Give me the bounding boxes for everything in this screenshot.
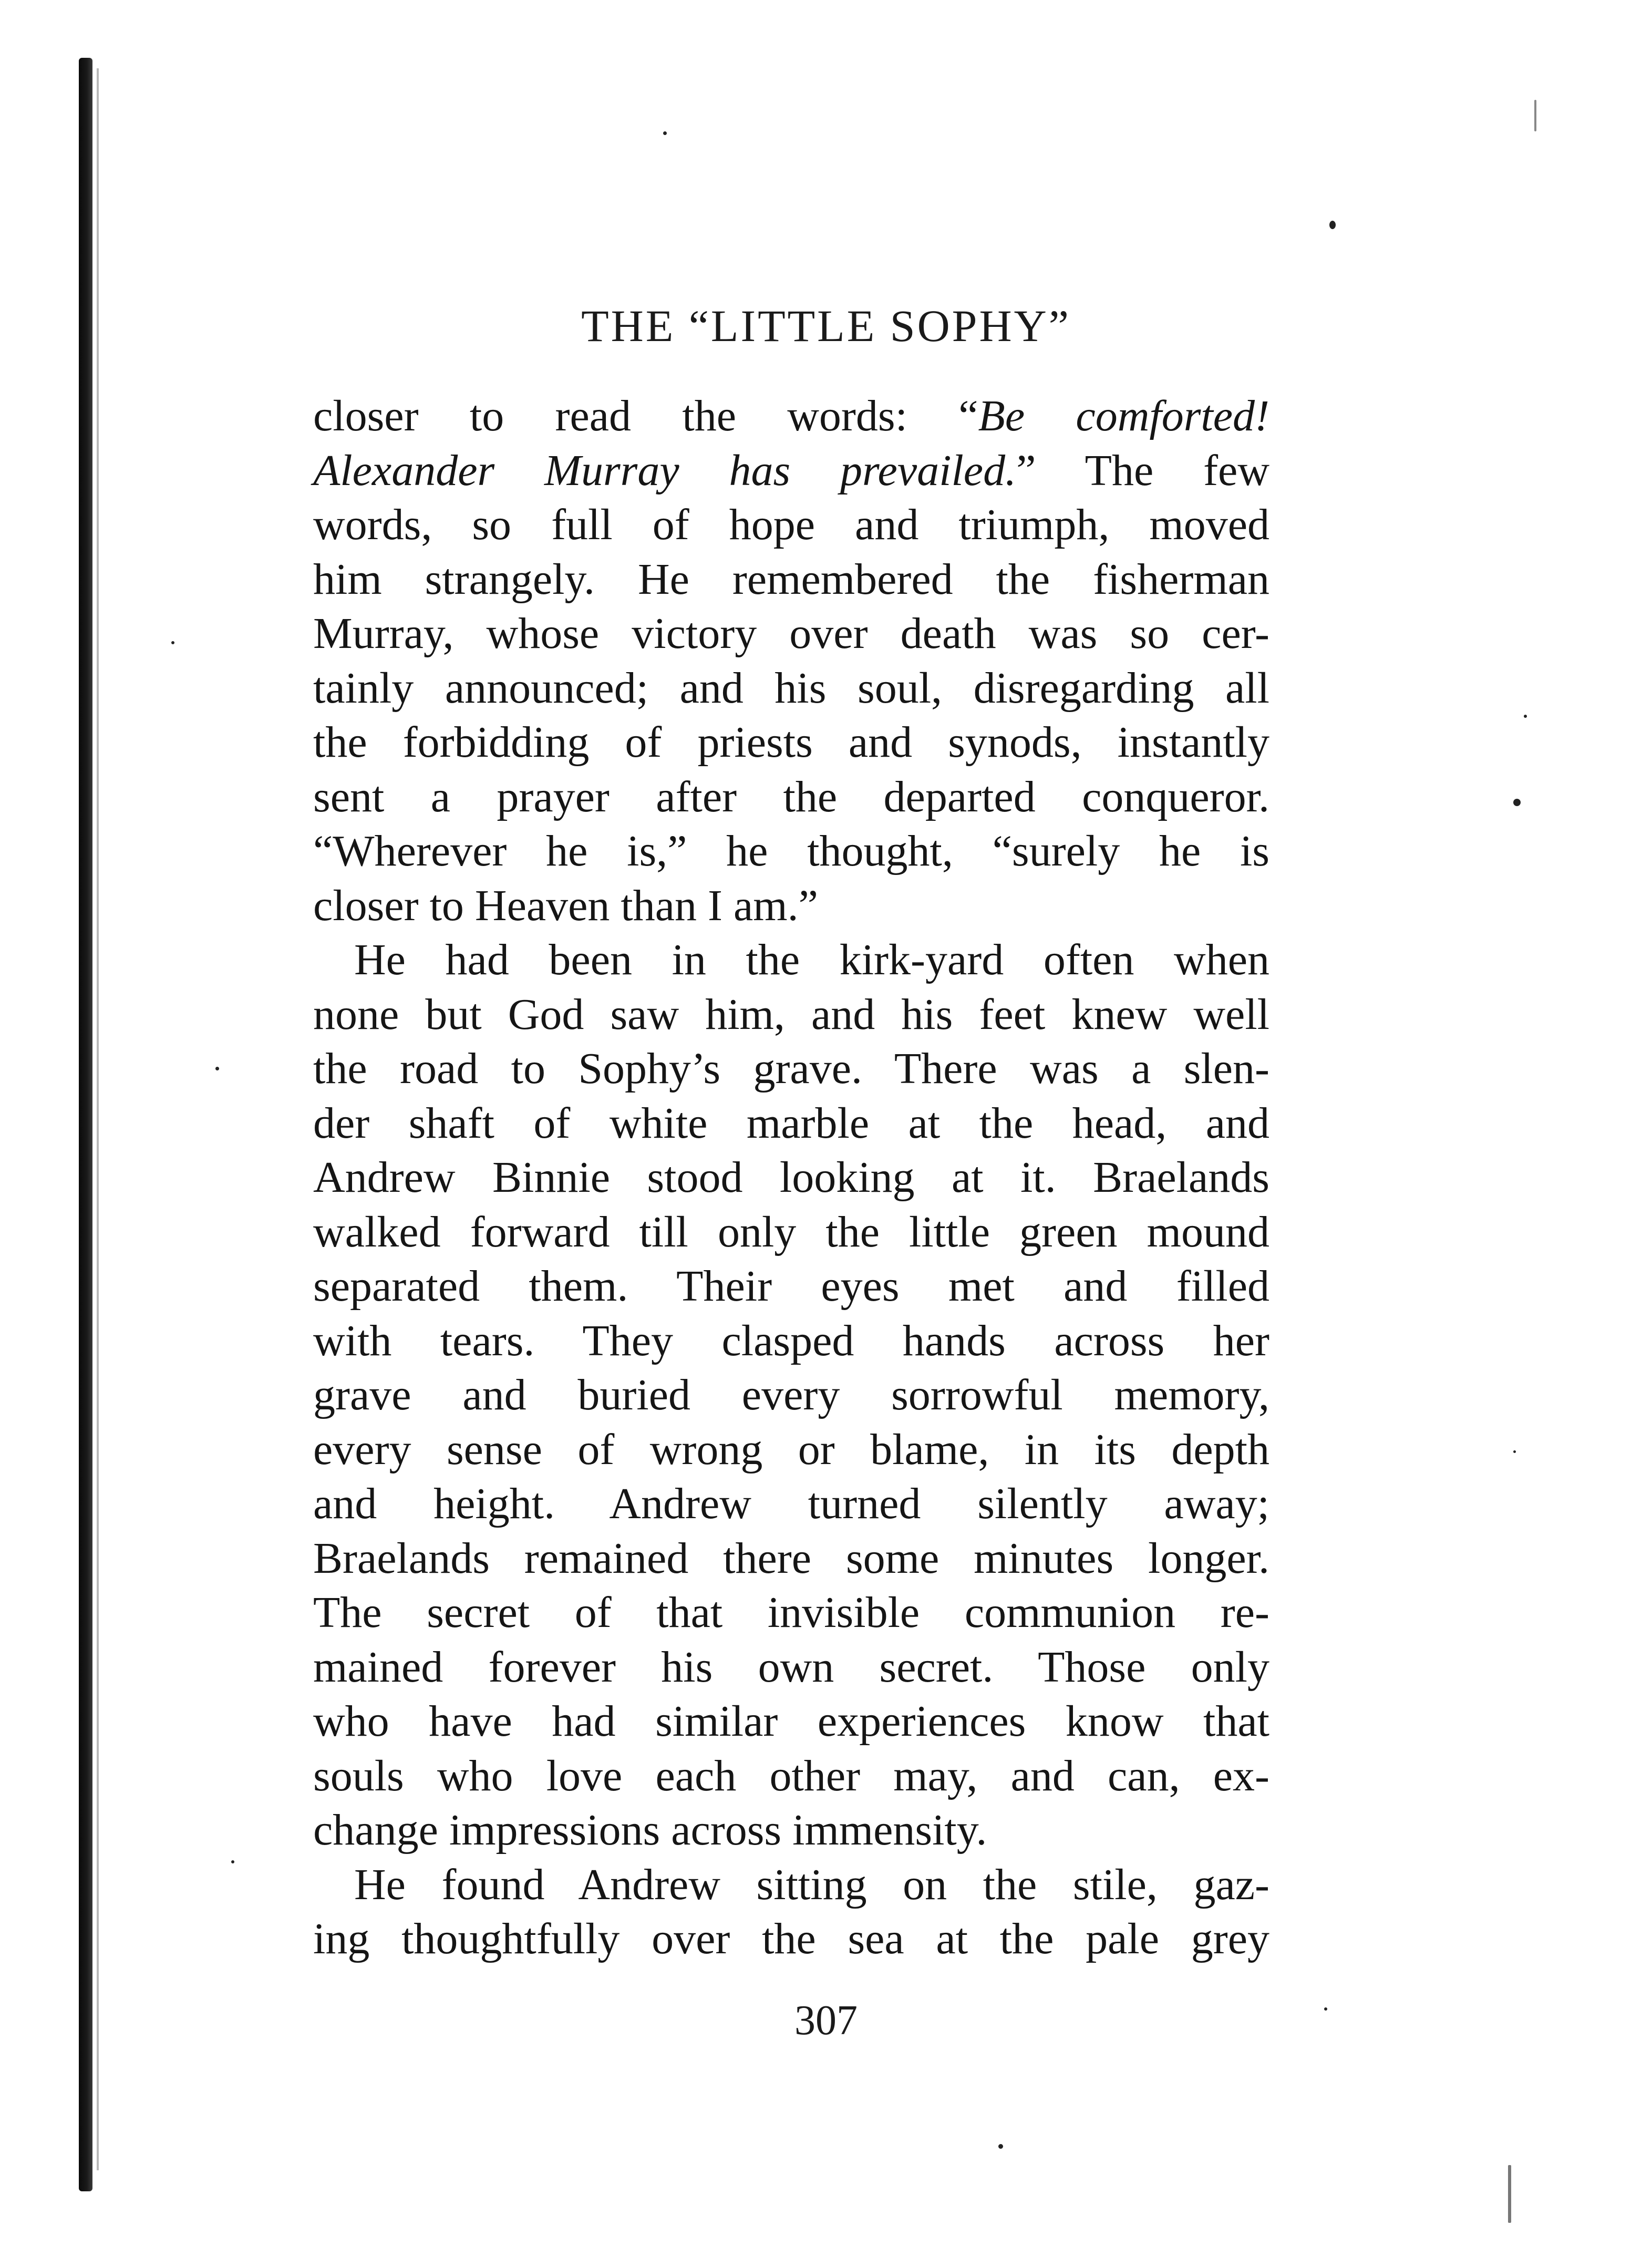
running-head: THE “LITTLE SOPHY”: [581, 301, 1071, 351]
binding-edge: [79, 58, 92, 2191]
text-line: change impressions across immensity.: [313, 1806, 987, 1854]
scan-speck: [1534, 100, 1536, 131]
text-line: and height. Andrew turned silently away;: [313, 1479, 1269, 1528]
text-line: separated them. Their eyes met and filled: [313, 1262, 1269, 1311]
text-line: who have had similar experiences know that: [313, 1697, 1269, 1746]
text-line: souls who love each other may, and can, ex-: [313, 1751, 1269, 1800]
text-line: closer to Heaven than I am.”: [313, 881, 818, 930]
text-line: sent a prayer after the departed conqueror.: [313, 772, 1269, 821]
text-line: The secret of that invisible communion re-: [313, 1588, 1269, 1637]
page-number: 307: [794, 1997, 858, 2044]
text-line: the forbidding of priests and synods, instantly: [313, 718, 1269, 767]
scan-speck: [171, 641, 174, 644]
text-line-2-roman: ” The few: [1016, 446, 1269, 495]
text-line-1: [313, 389, 1269, 444]
body-text: [313, 389, 1269, 1966]
text-line: grave and buried every sorrowful memory,: [313, 1370, 1269, 1419]
scan-speck: [215, 1067, 219, 1070]
text-line-2: [313, 444, 1269, 498]
text-line: Murray, whose victory over death was so cer-: [313, 609, 1269, 658]
text-line: him strangely. He remembered the fisherman: [313, 554, 1269, 604]
text-line-1-roman: closer to read the words: “: [313, 391, 978, 440]
text-line: mained forever his own secret. Those only: [313, 1642, 1269, 1692]
scan-speck: [663, 131, 667, 135]
text-line: ing thoughtfully over the sea at the pale grey: [313, 1914, 1269, 1963]
scan-speck: [231, 1860, 234, 1863]
text-line: every sense of wrong or blame, in its depth: [313, 1425, 1269, 1474]
scan-speck: [1513, 1450, 1516, 1453]
text-line: words, so full of hope and triumph, moved: [313, 500, 1269, 549]
text-line-1-italic: Be comforted!: [978, 391, 1269, 440]
scan-speck: [1513, 799, 1521, 806]
scan-speck: [998, 2144, 1003, 2149]
text-line: Andrew Binnie stood looking at it. Braelands: [313, 1153, 1269, 1202]
binding-shadow: [97, 68, 99, 2170]
text-line: “Wherever he is,” he thought, “surely he is: [313, 827, 1269, 875]
paragraph-start: He had been in the kirk-yard often when: [354, 935, 1269, 984]
text-line-2-italic: Alexander Murray has prevailed.: [313, 446, 1017, 495]
text-line: none but God saw him, and his feet knew well: [313, 990, 1269, 1039]
text-line: tainly announced; and his soul, disregarding all: [313, 663, 1269, 713]
text-line: Braelands remained there some minutes longer.: [313, 1533, 1269, 1583]
text-line: walked forward till only the little green mound: [313, 1207, 1269, 1256]
text-line: with tears. They clasped hands across her: [313, 1316, 1269, 1365]
text-line: der shaft of white marble at the head, and: [313, 1098, 1269, 1148]
text-line: the road to Sophy’s grave. There was a slen-: [313, 1044, 1269, 1093]
scan-speck: [1329, 221, 1336, 229]
scan-speck: [1508, 2165, 1511, 2223]
scan-speck: [1524, 715, 1527, 718]
paragraph-start: He found Andrew sitting on the stile, gaz-: [354, 1860, 1269, 1909]
